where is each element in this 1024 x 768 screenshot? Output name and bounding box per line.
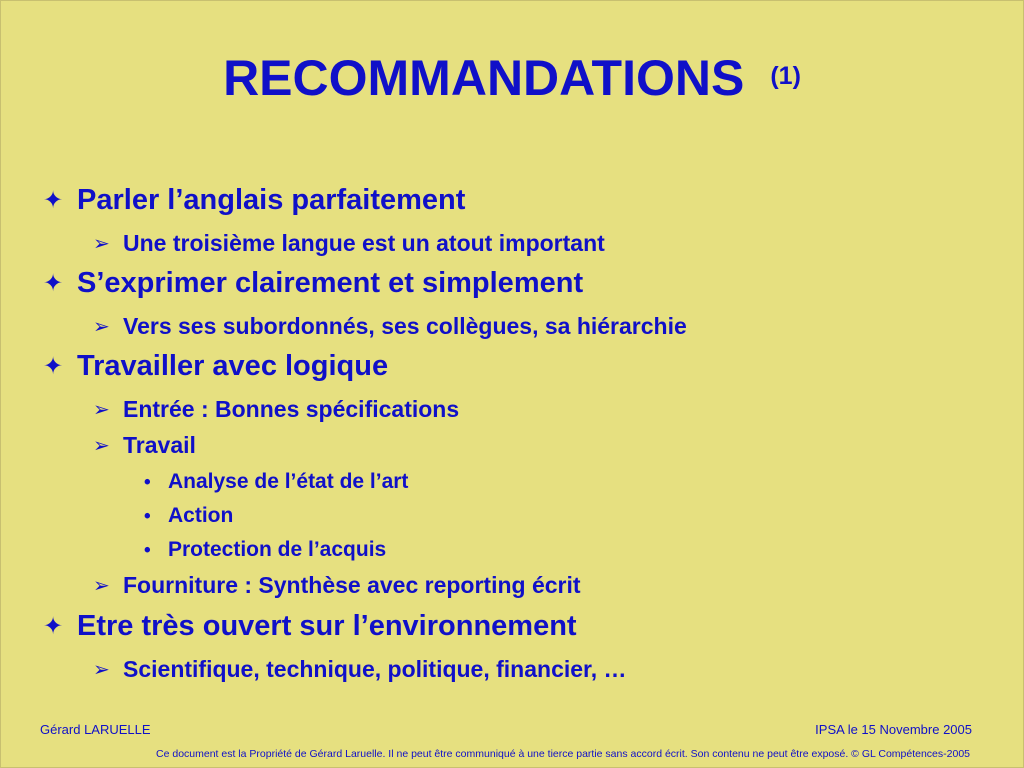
sub-bullet-item [93,396,459,423]
sub-bullet-text: Entrée : Bonnes spécifications [123,396,460,422]
sub-bullet-text: Fourniture : Synthèse avec reporting écrit [123,572,581,598]
slide-title-suffix: (1) [770,61,801,90]
star-bullet-icon: ✦ [43,187,64,214]
sub-bullet-item [93,230,605,257]
sub-bullet-text: Travail [123,432,196,458]
arrowhead-bullet-icon: ➢ [93,399,110,421]
star-bullet-icon: ✦ [43,270,64,297]
sub-bullet-item [93,572,581,599]
sub-bullet-item [93,432,196,459]
slide-title-main: RECOMMANDATIONS [223,50,745,106]
arrowhead-bullet-icon: ➢ [93,575,110,597]
sub-bullet-text: Vers ses subordonnés, ses collègues, sa hiérarchie [123,313,687,339]
sub-sub-bullet-item [144,504,233,528]
bullet-item [43,610,577,643]
sub-bullet-text: Une troisième langue est un atout important [123,230,605,256]
sub-sub-bullet-text: Analyse de l’état de l’art [168,470,409,493]
dot-bullet-icon: • [144,540,151,561]
bullet-text: Travailler avec logique [77,350,389,382]
star-bullet-icon: ✦ [43,613,64,640]
dot-bullet-icon: • [144,472,151,493]
sub-bullet-item [93,313,687,340]
footer-copyright-notice: Ce document est la Propriété de Gérard Laruelle. Il ne peut être communiqué à une tierce partie sans accord écrit. Son contenu ne peut être exposé. © GL Compétences-2005 [156,748,970,760]
arrowhead-bullet-icon: ➢ [93,659,110,681]
bullet-text: Parler l’anglais parfaitement [77,184,466,216]
star-bullet-icon: ✦ [43,353,64,380]
sub-bullet-text: Scientifique, technique, politique, financier, … [123,656,627,682]
sub-sub-bullet-text: Protection de l’acquis [168,538,387,561]
bullet-item [43,184,465,217]
bullet-item [43,350,388,383]
slide-title [1,49,1023,107]
bullet-item [43,267,583,300]
sub-bullet-item [93,656,627,683]
bullet-text: Etre très ouvert sur l’environnement [77,610,577,642]
bullet-text: S’exprimer clairement et simplement [77,267,584,299]
arrowhead-bullet-icon: ➢ [93,435,110,457]
footer-event: IPSA le 15 Novembre 2005 [815,722,972,737]
arrowhead-bullet-icon: ➢ [93,316,110,338]
arrowhead-bullet-icon: ➢ [93,233,110,255]
dot-bullet-icon: • [144,506,151,527]
sub-sub-bullet-item [144,538,386,562]
footer-author: Gérard LARUELLE [40,722,151,737]
sub-sub-bullet-text: Action [168,504,234,527]
sub-sub-bullet-item [144,470,408,494]
